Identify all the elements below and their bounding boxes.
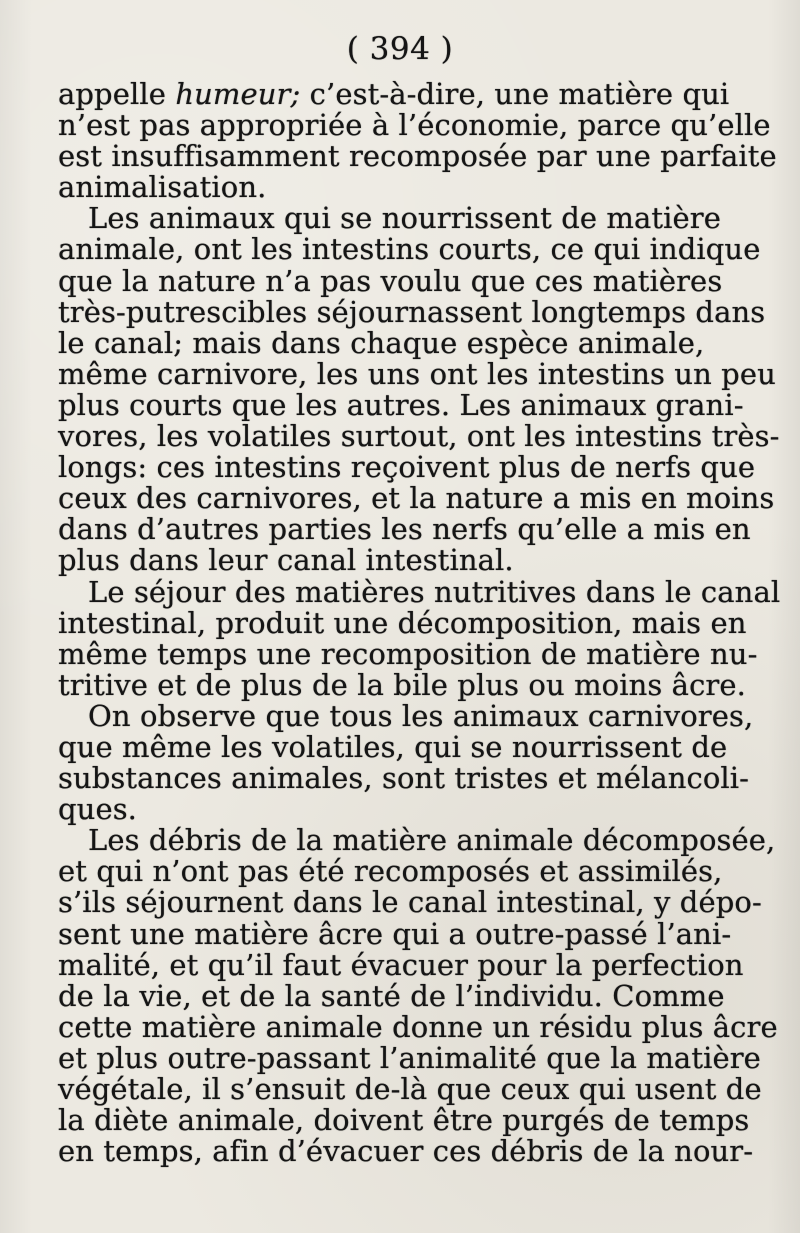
text-line-34: la diète animale, doivent être purgés de temps	[58, 1103, 750, 1138]
text-line-5: Les animaux qui se nourrissent de matière	[88, 201, 722, 236]
text-line-8: très-putrescibles séjournassent longtemps dans	[58, 294, 766, 329]
italic-word-humeur: humeur;	[175, 77, 301, 111]
text-line-7: que la nature n’a pas voulu que ces matières	[58, 263, 723, 298]
text-line-31: cette matière animale donne un résidu plus âcre	[58, 1009, 778, 1044]
text-line-29: malité, et qu’il faut évacuer pour la perfection	[58, 947, 744, 982]
text-line-3: est insuffisamment recomposée par une parfaite	[58, 139, 777, 174]
line-1-rest: c’est-à-dire, une matière qui	[300, 77, 730, 111]
text-line-23: substances animales, sont tristes et mélancoli-	[58, 761, 750, 796]
text-line-13: longs: ces intestins reçoivent plus de nerfs que	[58, 450, 756, 485]
text-line-6: animale, ont les intestins courts, ce qui indique	[58, 232, 761, 267]
text-line-1	[58, 79, 752, 110]
text-line-30: de la vie, et de la santé de l’individu. Comme	[58, 978, 725, 1013]
text-line-17: Le séjour des matières nutritives dans le canal	[88, 574, 781, 609]
text-line-20: tritive et de plus de la bile plus ou moins âcre.	[58, 667, 746, 702]
text-line-18: intestinal, produit une décomposition, mais en	[58, 605, 747, 640]
text-line-26: et qui n’ont pas été recomposés et assimilés,	[58, 854, 723, 889]
text-line-15: dans d’autres parties les nerfs qu’elle a mis en	[58, 512, 751, 547]
text-line-33: végétale, il s’ensuit de-là que ceux qui usent de	[58, 1072, 762, 1106]
text-line-21: On observe que tous les animaux carnivores,	[88, 698, 754, 733]
text-line-25: Les débris de la matière animale décomposée,	[88, 823, 776, 858]
text-line-32: et plus outre-passant l’animalité que la matière	[58, 1040, 761, 1075]
text-line-35: en temps, afin d’évacuer ces débris de la nour-	[58, 1134, 754, 1169]
text-line-12: vores, les volatiles surtout, ont les intestins très-	[58, 419, 780, 454]
page-number: ( 394 )	[346, 31, 454, 67]
text-line-10: même carnivore, les uns ont les intestins un peu	[58, 356, 776, 391]
text-line-28: sent une matière âcre qui a outre-passé l’ani-	[58, 916, 732, 951]
line-1-word-appelle: appelle	[58, 77, 176, 111]
text-line-22: que même les volatiles, qui se nourrissent de	[58, 729, 728, 764]
text-line-2: n’est pas appropriée à l’économie, parce qu’elle	[58, 108, 771, 143]
text-line-4: animalisation.	[58, 170, 267, 205]
text-line-19: même temps une recomposition de matière nu-	[58, 636, 758, 671]
text-line-9: le canal; mais dans chaque espèce animale,	[58, 325, 705, 360]
body-text	[58, 77, 781, 1169]
text-line-24: ques.	[58, 792, 138, 827]
text-line-11: plus courts que les autres. Les animaux grani-	[58, 387, 744, 422]
line-1-prefix	[58, 77, 729, 111]
text-line-14: ceux des carnivores, et la nature a mis en moins	[58, 481, 775, 516]
text-line-27: s’ils séjournent dans le canal intestinal, y dépo-	[58, 885, 762, 920]
text-line-16: plus dans leur canal intestinal.	[58, 543, 514, 578]
